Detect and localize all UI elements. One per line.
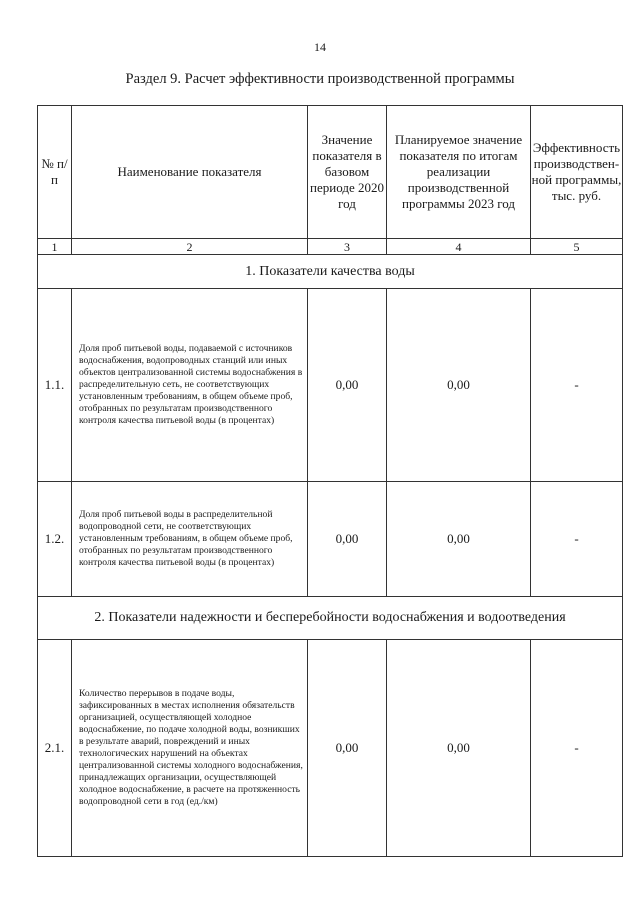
section-row — [38, 597, 623, 640]
section-row — [38, 255, 623, 289]
row-description: Количество перерывов в подаче воды, зафиксированных в местах исполнения обязательств организацией, осуществляющей холодное водоснабжение, по подаче холодной воды, возникших в результате аварий, повреждений и иных технологических нарушений на объектах централизованной системы холодного водоснабжения, принадлежащих организации, осуществляющей холодное водоснабжение, в расчете на протяженность водопроводной сети в год (ед./км) — [72, 640, 308, 857]
section-1-title: 1. Показатели качества воды — [38, 255, 623, 289]
row-description: Доля проб питьевой воды в распределительной водопроводной сети, не соответствующих установленным требованиям, в общем объеме проб, отобранных по результатам производственного контроля качества питьевой воды (в процентах) — [72, 482, 308, 597]
row-efficiency: - — [531, 289, 623, 482]
col-number-1: 1 — [38, 239, 72, 255]
efficiency-table — [37, 105, 623, 857]
row-id: 1.2. — [38, 482, 72, 597]
row-id: 2.1. — [38, 640, 72, 857]
col-number-2: 2 — [72, 239, 308, 255]
page-number: 14 — [314, 40, 326, 54]
table-header-row — [38, 106, 623, 239]
row-description: Доля проб питьевой воды, подаваемой с источников водоснабжения, водопроводных станций или иных объектов централизованной системы водоснабжения в распределительную сеть, не соответствующих установленным требованиям, в общем объеме проб, отобранных по результатам производственного контроля качества питьевой воды (в процентах) — [72, 289, 308, 482]
table-row — [38, 289, 623, 482]
col-number-5: 5 — [531, 239, 623, 255]
header-base-value: Значение показателя в базовом периоде 2020 год — [308, 106, 387, 239]
table-row — [38, 482, 623, 597]
col-number-4: 4 — [387, 239, 531, 255]
section-2-title: 2. Показатели надежности и бесперебойности водоснабжения и водоотведения — [38, 597, 623, 640]
row-efficiency: - — [531, 482, 623, 597]
row-planned-value: 0,00 — [387, 289, 531, 482]
row-base-value: 0,00 — [308, 640, 387, 857]
column-number-row — [38, 239, 623, 255]
row-planned-value: 0,00 — [387, 640, 531, 857]
row-planned-value: 0,00 — [387, 482, 531, 597]
header-num: № п/п — [38, 106, 72, 239]
table-row — [38, 640, 623, 857]
row-efficiency: - — [531, 640, 623, 857]
row-base-value: 0,00 — [308, 289, 387, 482]
section-heading: Раздел 9. Расчет эффективности производственной программы — [125, 71, 515, 87]
row-base-value: 0,00 — [308, 482, 387, 597]
col-number-3: 3 — [308, 239, 387, 255]
header-efficiency: Эффективность производствен-ной программы, тыс. руб. — [531, 106, 623, 239]
header-name: Наименование показателя — [72, 106, 308, 239]
header-planned-value: Планируемое значение показателя по итогам реализации производственной программы 2023 год — [387, 106, 531, 239]
row-id: 1.1. — [38, 289, 72, 482]
